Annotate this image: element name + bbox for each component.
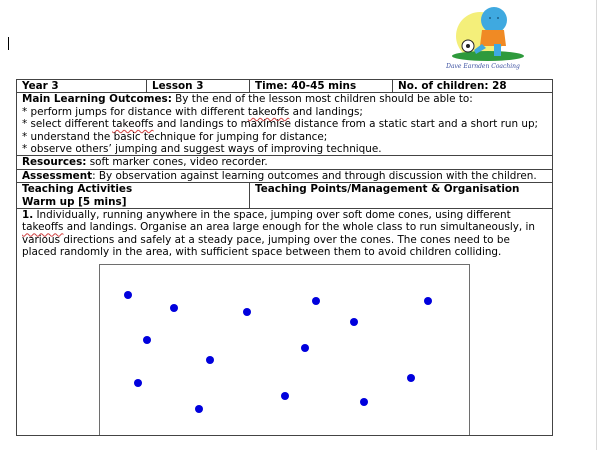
assessment-row (17, 169, 553, 182)
header-row (17, 80, 553, 93)
assessment-label: Assessment (22, 169, 93, 182)
cone-marker-icon (243, 308, 251, 316)
cone-marker-icon (134, 379, 142, 387)
cone-marker-icon (170, 304, 178, 312)
cone-marker-icon (281, 392, 289, 400)
cone-marker-icon (424, 297, 432, 305)
resources-label: Resources: (22, 156, 87, 169)
logo-figure-icon (438, 4, 528, 62)
learning-outcomes-cell (17, 93, 553, 156)
activity-row (17, 209, 553, 436)
assessment-text: : By observation against learning outcomes and through discussion with the children. (92, 169, 537, 182)
lesson-cell: Lesson 3 (147, 80, 250, 93)
cone-marker-icon (407, 374, 415, 382)
activity-number: 1. (22, 209, 34, 222)
resources-cell (17, 156, 553, 169)
teaching-activities-label: Teaching Activities (22, 183, 133, 196)
cone-marker-icon (206, 356, 214, 364)
activity-1-cell: 1. Individually, running anywhere in the space, jumping over soft dome cones, using different takeoffs and landings. Organise an area large enough for the whole class to run simultaneously, in various directions and safely at a steady pace, jumping over the cones. The cones need to be placed randomly in the area, with sufficient space between them to avoid children colliding. (17, 209, 553, 436)
resources-text: soft marker cones, video recorder. (86, 156, 268, 169)
page-edge (596, 0, 597, 450)
dave-earnden-coaching-logo (438, 4, 528, 70)
cone-marker-icon (301, 344, 309, 352)
learning-outcomes-label: Main Learning Outcomes: (22, 93, 172, 106)
text-cursor (8, 37, 9, 50)
outcome-item: * understand the basic technique for jumping for distance; (22, 130, 328, 143)
outcome-item: * select different takeoffs and landings to maximise distance from a static start and a short run up; (22, 118, 539, 131)
cone-marker-icon (124, 291, 132, 299)
learning-outcomes-row (17, 93, 553, 156)
cone-layout-diagram (99, 264, 470, 435)
teaching-header-row (17, 183, 553, 209)
teaching-activities-cell (17, 183, 250, 209)
cone-marker-icon (350, 318, 358, 326)
cone-marker-icon (195, 405, 203, 413)
children-cell: No. of children: 28 (393, 80, 553, 93)
outcome-item: * observe others’ jumping and suggest ways of improving technique. (22, 143, 382, 156)
cone-marker-icon (312, 297, 320, 305)
cone-marker-icon (143, 336, 151, 344)
lesson-plan-table (16, 79, 553, 436)
year-cell: Year 3 (17, 80, 147, 93)
learning-outcomes-intro: By the end of the lesson most children should be able to: (171, 93, 473, 106)
cone-marker-icon (360, 398, 368, 406)
outcome-item: * perform jumps for distance with different takeoffs and landings; (22, 105, 363, 118)
warmup-label: Warm up [5 mins] (22, 195, 127, 208)
teaching-points-label: Teaching Points/Management & Organisation (255, 183, 520, 196)
resources-row (17, 156, 553, 169)
assessment-cell (17, 169, 553, 182)
logo-caption: Dave Earnden Coaching (446, 63, 520, 70)
teaching-points-cell (250, 183, 553, 209)
time-cell: Time: 40-45 mins (250, 80, 393, 93)
